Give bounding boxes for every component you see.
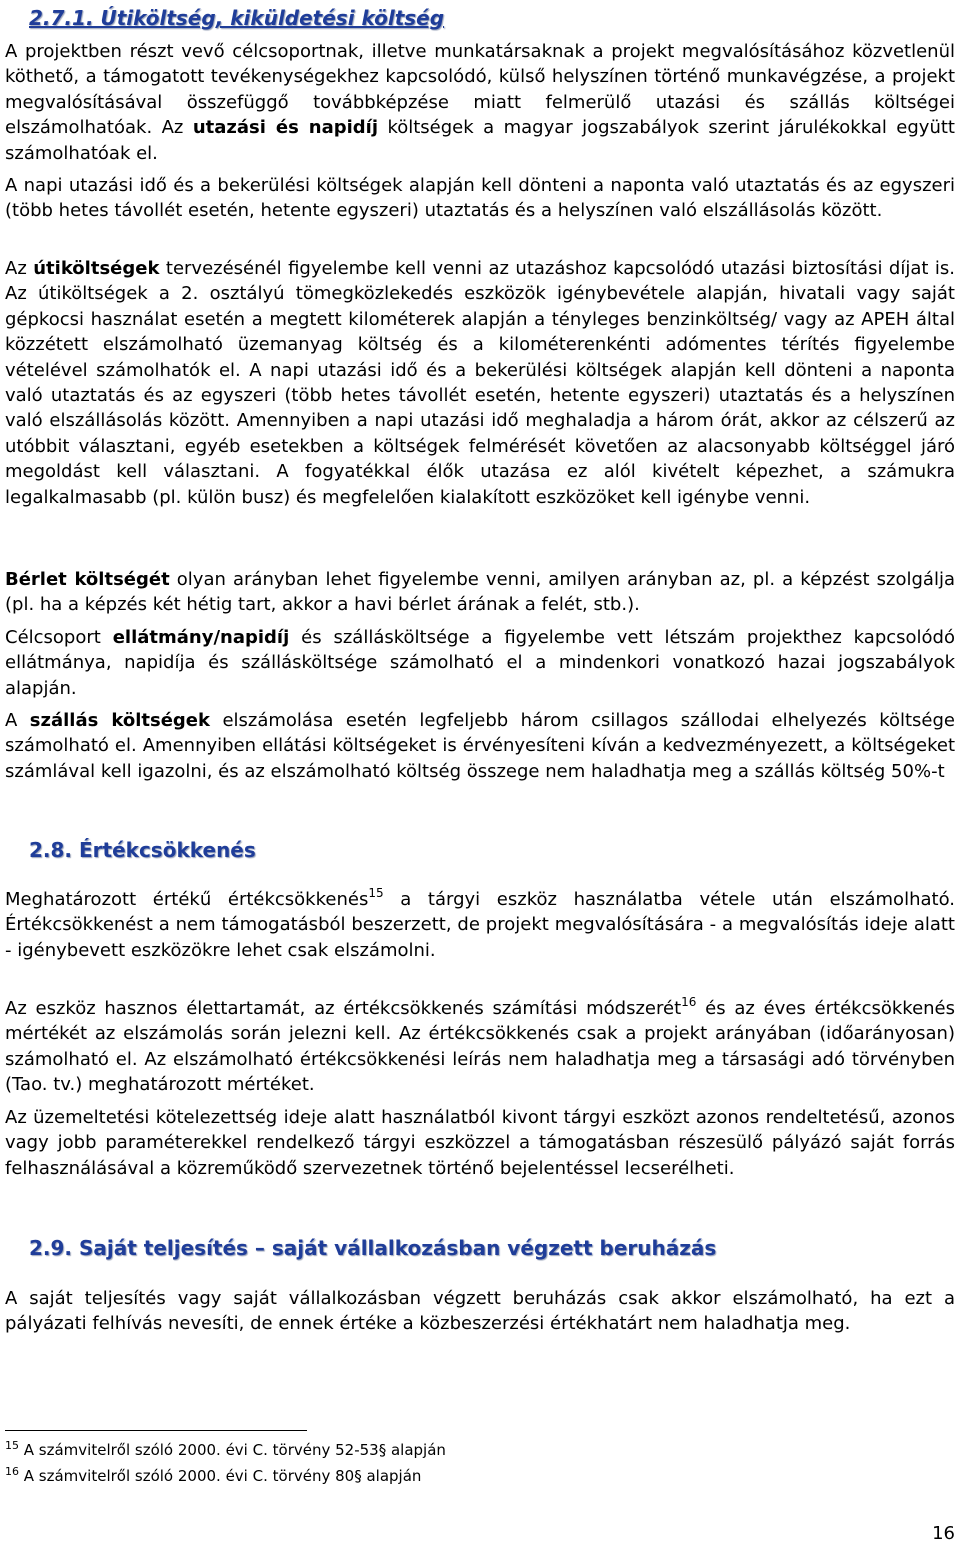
- paragraph-accommodation: A szállás költségek elszámolása esetén legfeljebb három csillagos szállodai elhelyezés költsége számolható el. Amennyiben ellátási költségeket is érvényesíteni kíván a kedvezményezett, a költségeket számlával kell igazolni, és az elszámolható költség összege nem haladhatja meg a szállás költség 50%-t: [5, 710, 955, 782]
- section-heading-2-8: 2.8. Értékcsökkenés: [29, 838, 256, 862]
- section-heading-2-7-1: 2.7.1. Útiköltség, kiküldetési költség: [29, 6, 445, 30]
- paragraph-own-performance: A saját teljesítés vagy saját vállalkozásban végzett beruházás csak akkor elszámolható, ha ezt a pályázati felhívás nevesíti, de ennek értéke a közbeszerzési értékhatárt nem haladhatja meg.: [5, 1288, 955, 1335]
- page-number: 16: [932, 1523, 955, 1544]
- paragraph-depreciation-2: Az eszköz hasznos élettartamát, az értékcsökkenés számítási módszerét$^{16}$ és az éves értékcsökkenés mértékét az elszámolás során jelezni kell. Az értékcsökkenés csak a projekt arányában (időarányosan) számolható el. Az elszámolható értékcsökkenési leírás nem haladhatja meg a társasági adó törvényben (Tao. tv.) meghatározott mértéket.: [5, 995, 955, 1096]
- footnote-16: $^{16}$ A számvitelről szóló 2000. évi C. törvény 80§ alapján: [5, 1465, 422, 1485]
- section-heading-2-9: 2.9. Saját teljesítés – saját vállalkozásban végzett beruházás: [29, 1236, 717, 1260]
- footnote-15: $^{15}$ A számvitelről szóló 2000. évi C. törvény 52-53§ alapján: [5, 1439, 446, 1459]
- paragraph-daily-travel: A napi utazási idő és a bekerülési költségek alapján kell dönteni a naponta való utaztatás és az egyszeri (több hetes távollét esetén, hetente egyszeri) utaztatás és a helyszínen való elszállásolás között.: [5, 175, 955, 222]
- paragraph-travel-planning: Az útiköltségek tervezésénél figyelembe kell venni az utazáshoz kapcsolódó utazási biztosítási díjat is. Az útiköltségek a 2. osztályú tömegközlekedés eszközök igénybevétele alapján, hivatali vagy saját gépkocsi használat esetén a megtett kilométerek alapján a tényleges benzinköltség/ vagy az APEH által közzétett elszámolható üzemanyag költség és a kilométerenkénti adómentes térítés figyelembe vételével számolhatók el. A napi utazási idő és a bekerülési költségek alapján kell dönteni a naponta való utaztatás és az egyszeri (több hetes távollét esetén, hetente egyszeri) utaztatás és a helyszínen való elszállásolás között. Amennyiben a napi utazási idő meghaladja a három órát, akkor az célszerű az utóbbit választani, egyéb esetekben a költségek felmérését követően az alacsonyabb költséggel járó megoldást kell választani. A fogyatékkal élők utazása ez alól kivételt képezhet, a számukra legalkalmasabb (pl. külön busz) és megfelelően kialakított eszközöket kell igénybe venni.: [5, 258, 956, 508]
- paragraph-depreciation-3: Az üzemeltetési kötelezettség ideje alatt használatból kivont tárgyi eszközt azonos rendeltetésű, azonos vagy jobb paraméterekkel rendelkező tárgyi eszközzel a támogatásban részesülő pályázó saját forrás felhasználásával a közreműködő szervezetnek történő bejelentéssel lecserélheti.: [5, 1107, 955, 1179]
- paragraph-depreciation-1: Meghatározott értékű értékcsökkenés$^{15}$ a tárgyi eszköz használatba vétele után elszámolható. Értékcsökkenést a nem támogatásból beszerzett, de projekt megvalósítására - a megvalósítás ideje alatt - igénybevett eszközökre lehet csak elszámolni.: [5, 886, 955, 961]
- paragraph-pass-cost: Bérlet költségét olyan arányban lehet figyelembe venni, amilyen arányban az, pl. a képzést szolgálja (pl. ha a képzés két hétig tart, akkor a havi bérlet árának a felét, stb.).: [5, 569, 955, 616]
- paragraph-target-group-allowance: Célcsoport ellátmány/napidíj és szállásköltsége a figyelembe vett létszám projekthez kapcsolódó ellátmánya, napidíja és szállásköltsége számolható el a mindenkori vonatkozó hazai jogszabályok alapján.: [5, 627, 955, 699]
- paragraph-travel-costs: A projektben részt vevő célcsoportnak, illetve munkatársaknak a projekt megvalósításához közvetlenül köthető, a támogatott tevékenységekhez kapcsolódó, külső helyszínen történő munkavégzése, a projekt megvalósításával összefüggő továbbképzése miatt felmerülő utazási és szállás költségei elszámolhatóak. Az utazási és napidíj költségek a magyar jogszabályok szerint járulékokkal együtt számolhatóak el.: [5, 41, 955, 164]
- footnote-separator: [5, 1430, 307, 1431]
